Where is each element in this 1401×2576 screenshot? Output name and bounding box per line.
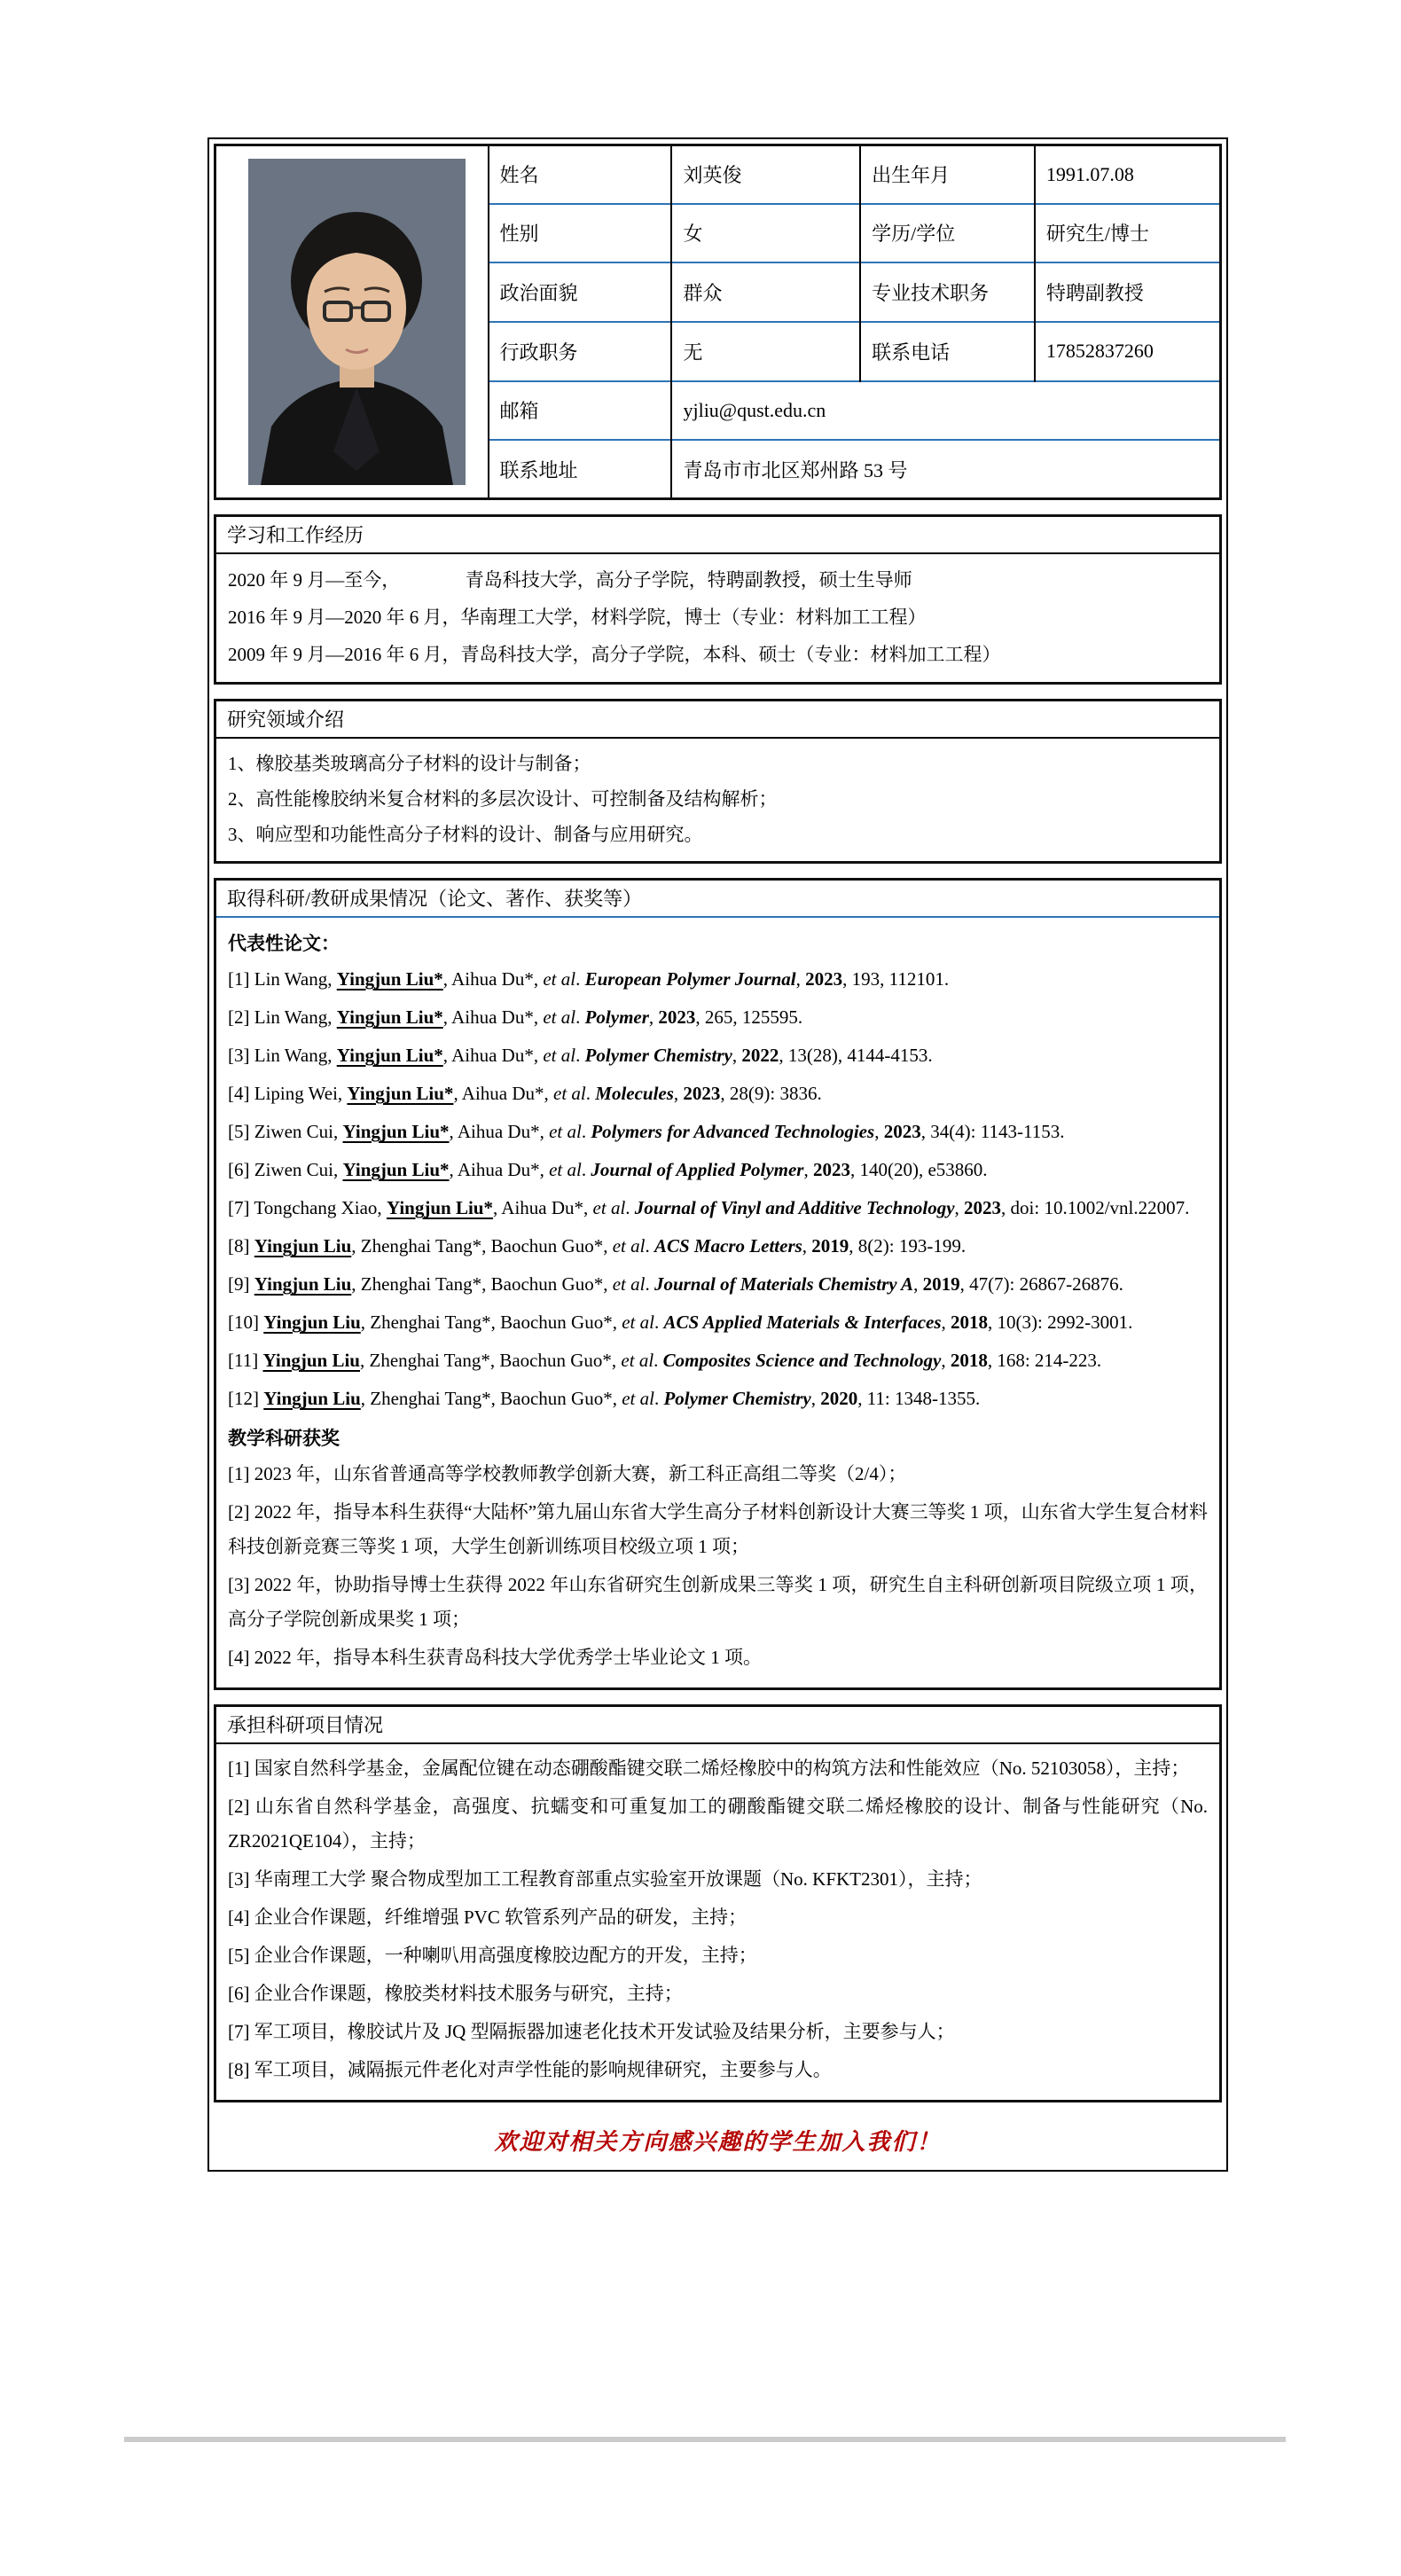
papers-title: 代表性论文： [228, 933, 340, 954]
project-item: [1] 国家自然科学基金，金属配位键在动态硼酸酯键交联二烯烃橡胶中的构筑方法和性能效应（No. 52103058），主持； [228, 1758, 1190, 1779]
section-research-areas [214, 699, 1222, 864]
publication-item: [10] Yingjun Liu, Zhenghai Tang*, Baochun Guo*, et al. ACS Applied Materials & Interfaces, 2018, 10(3): 2992-3001. [228, 1311, 1133, 1333]
info-value: 研究生/博士 [1035, 204, 1219, 263]
award-item: [3] 2022 年，协助指导博士生获得 2022 年山东省研究生创新成果三等奖 1 项，研究生自主科研创新项目院级立项 1 项，高分子学院创新成果奖 1 项； [228, 1574, 1208, 1630]
publication-item: [7] Tongchang Xiao, Yingjun Liu*, Aihua Du*, et al. Journal of Vinyl and Additive Technology, 2023, doi: 10.1002/vnl.22007. [228, 1197, 1190, 1218]
info-label: 行政职务 [489, 322, 672, 381]
project-item: [3] 华南理工大学 聚合物成型加工工程教育部重点实验室开放课题（No. KFKT2301），主持； [228, 1868, 982, 1890]
award-item: [4] 2022 年，指导本科生获青岛科技大学优秀学士毕业论文 1 项。 [228, 1647, 762, 1668]
section-achievements [214, 878, 1222, 1690]
experience-line: 2016 年 9 月—2020 年 6 月，华南理工大学，材料学院，博士（专业：材料加工工程） [228, 607, 927, 628]
publication-item: [11] Yingjun Liu, Zhenghai Tang*, Baochun Guo*, et al. Composites Science and Technology, 2018, 168: 214-223. [228, 1350, 1102, 1371]
experience-line: 2020 年 9 月—至今， 青岛科技大学，高分子学院，特聘副教授，硕士生导师 [228, 569, 912, 591]
section-header: 取得科研/教研成果情况（论文、著作、获奖等） [216, 881, 1219, 918]
profile-photo [248, 159, 466, 485]
info-label: 政治面貌 [489, 262, 672, 322]
publications-list [228, 962, 1208, 1416]
section-projects [214, 1704, 1222, 2102]
experience-line: 2009 年 9 月—2016 年 6 月，青岛科技大学，高分子学院，本科、硕士（专业：材料加工工程） [228, 644, 1001, 665]
project-item: [7] 军工项目，橡胶试片及 JQ 型隔振器加速老化技术开发试验及结果分析，主要参与人； [228, 2021, 955, 2042]
publication-item: [9] Yingjun Liu, Zhenghai Tang*, Baochun Guo*, et al. Journal of Materials Chemistry A, 2019, 47(7): 26867-26876. [228, 1273, 1123, 1295]
award-item: [1] 2023 年，山东省普通高等学校教师教学创新大赛，新工科正高组二等奖（2/4）； [228, 1463, 907, 1484]
info-label: 性别 [489, 204, 672, 263]
info-value: 女 [671, 204, 860, 263]
info-label: 出生年月 [860, 146, 1035, 204]
info-label: 联系电话 [860, 322, 1035, 381]
info-label: 姓名 [489, 146, 672, 204]
basic-info-block [214, 144, 1222, 500]
publication-item: [2] Lin Wang, Yingjun Liu*, Aihua Du*, et al. Polymer, 2023, 265, 125595. [228, 1006, 803, 1028]
bottom-divider [124, 2437, 1286, 2442]
photo-cell [216, 146, 489, 497]
info-value-email: yjliu@qust.edu.cn [671, 381, 1219, 441]
experience-body [216, 554, 1219, 682]
info-label: 学历/学位 [860, 204, 1035, 263]
project-item: [2] 山东省自然科学基金，高强度、抗蠕变和可重复加工的硼酸酯键交联二烯烃橡胶的设计、制备与性能研究（No. ZR2021QE104），主持； [228, 1796, 1208, 1852]
projects-body [216, 1744, 1219, 2100]
info-value: 无 [671, 322, 860, 381]
publication-item: [3] Lin Wang, Yingjun Liu*, Aihua Du*, et al. Polymer Chemistry, 2022, 13(28), 4144-4153. [228, 1045, 933, 1066]
publication-item: [8] Yingjun Liu, Zhenghai Tang*, Baochun Guo*, et al. ACS Macro Letters, 2019, 8(2): 193-199. [228, 1235, 967, 1257]
info-label: 专业技术职务 [860, 262, 1035, 322]
section-header: 研究领域介绍 [216, 701, 1219, 739]
publication-item: [6] Ziwen Cui, Yingjun Liu*, Aihua Du*, et al. Journal of Applied Polymer, 2023, 140(20), e53860. [228, 1159, 988, 1180]
table-row [216, 146, 1219, 204]
research-areas-body [216, 739, 1219, 861]
section-experience [214, 514, 1222, 685]
research-area-line: 1、橡胶基类玻璃高分子材料的设计与制备； [228, 753, 591, 774]
info-value-address: 青岛市市北区郑州路 53 号 [671, 440, 1219, 497]
info-value: 特聘副教授 [1035, 262, 1219, 322]
awards-title: 教学科研获奖 [228, 1428, 340, 1449]
welcome-banner [214, 2117, 1222, 2165]
info-label: 邮箱 [489, 381, 672, 441]
info-value: 17852837260 [1035, 322, 1219, 381]
achievements-body [216, 918, 1219, 1687]
publication-item: [12] Yingjun Liu, Zhenghai Tang*, Baochun Guo*, et al. Polymer Chemistry, 2020, 11: 1348-1355. [228, 1388, 981, 1409]
info-value: 刘英俊 [671, 146, 860, 204]
research-area-line: 3、响应型和功能性高分子材料的设计、制备与应用研究。 [228, 824, 703, 845]
project-item: [4] 企业合作课题，纤维增强 PVC 软管系列产品的研发，主持； [228, 1907, 747, 1928]
project-item: [8] 军工项目，减隔振元件老化对声学性能的影响规律研究，主要参与人。 [228, 2059, 832, 2080]
document-frame [207, 137, 1228, 2172]
info-value: 1991.07.08 [1035, 146, 1219, 204]
section-header: 承担科研项目情况 [216, 1707, 1219, 1744]
profile-photo-image [248, 159, 466, 485]
publication-item: [5] Ziwen Cui, Yingjun Liu*, Aihua Du*, et al. Polymers for Advanced Technologies, 2023, 34(4): 1143-1153. [228, 1121, 1065, 1142]
section-header: 学习和工作经历 [216, 517, 1219, 554]
publication-item: [4] Liping Wei, Yingjun Liu*, Aihua Du*, et al. Molecules, 2023, 28(9): 3836. [228, 1083, 822, 1104]
project-item: [6] 企业合作课题，橡胶类材料技术服务与研究，主持； [228, 1983, 683, 2004]
info-value: 群众 [671, 262, 860, 322]
publication-item: [1] Lin Wang, Yingjun Liu*, Aihua Du*, et al. European Polymer Journal, 2023, 193, 112101. [228, 968, 950, 990]
awards-list [228, 1457, 1208, 1675]
welcome-text: 欢迎对相关方向感兴趣的学生加入我们！ [494, 2129, 942, 2155]
info-label: 联系地址 [489, 440, 672, 497]
info-table [216, 146, 1219, 497]
research-area-line: 2、高性能橡胶纳米复合材料的多层次设计、可控制备及结构解析； [228, 788, 778, 810]
project-item: [5] 企业合作课题，一种喇叭用高强度橡胶边配方的开发，主持； [228, 1945, 757, 1966]
award-item: [2] 2022 年，指导本科生获得“大陆杯”第九届山东省大学生高分子材料创新设计大赛三等奖 1 项，山东省大学生复合材料科技创新竞赛三等奖 1 项，大学生创新训练项目校级立项 1 项； [228, 1501, 1208, 1557]
